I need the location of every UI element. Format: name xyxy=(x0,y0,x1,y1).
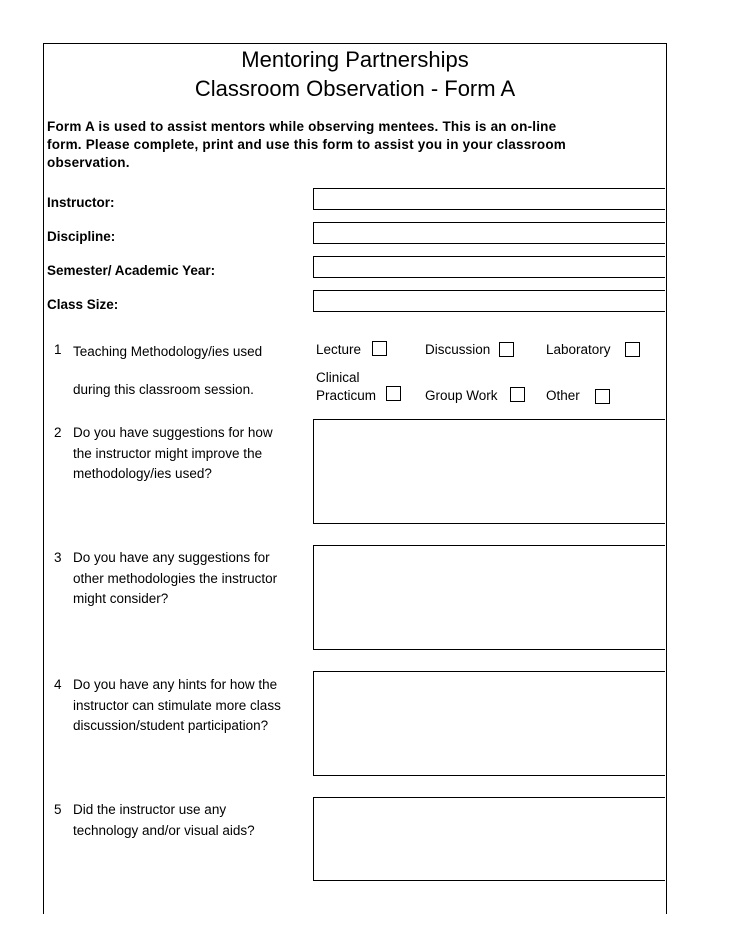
question-4-line-3: discussion/student participation? xyxy=(73,718,269,733)
option-discussion-checkbox[interactable] xyxy=(499,342,514,357)
option-other-checkbox[interactable] xyxy=(595,389,610,404)
option-clinical-practicum-checkbox[interactable] xyxy=(386,386,401,401)
option-clinical-label-line-1: Clinical xyxy=(316,370,360,385)
question-3-line-3: might consider? xyxy=(73,591,169,606)
question-2-answer-box[interactable] xyxy=(313,419,665,524)
semester-label: Semester/ Academic Year: xyxy=(47,263,216,278)
semester-field[interactable] xyxy=(313,256,665,278)
class-size-label: Class Size: xyxy=(47,297,119,312)
question-2-line-1: Do you have suggestions for how xyxy=(73,425,273,440)
question-2-number: 2 xyxy=(54,425,62,440)
question-3-answer-box[interactable] xyxy=(313,545,665,650)
intro-line-2: form. Please complete, print and use this form to assist you in your classroom xyxy=(47,137,566,152)
question-5-number: 5 xyxy=(54,802,62,817)
option-group-work-checkbox[interactable] xyxy=(510,387,525,402)
option-lecture-checkbox[interactable] xyxy=(372,341,387,356)
question-3-number: 3 xyxy=(54,550,62,565)
question-5-line-1: Did the instructor use any xyxy=(73,802,227,817)
option-laboratory-checkbox[interactable] xyxy=(625,342,640,357)
question-3-line-2: other methodologies the instructor xyxy=(73,570,278,586)
intro-line-3: observation. xyxy=(47,155,130,170)
question-4-number: 4 xyxy=(54,677,62,692)
question-4-text xyxy=(73,675,303,737)
option-clinical-label-line-2: Practicum xyxy=(316,388,377,403)
intro-text xyxy=(47,118,627,172)
option-group-work-label: Group Work xyxy=(425,388,498,403)
form-title: Mentoring Partnerships xyxy=(241,47,469,72)
option-lecture-label: Lecture xyxy=(316,342,362,357)
discipline-field[interactable] xyxy=(313,222,665,244)
form-subtitle: Classroom Observation - Form A xyxy=(194,76,516,101)
question-4-line-2: instructor can stimulate more class xyxy=(73,697,281,713)
instructor-label: Instructor: xyxy=(47,195,115,210)
class-size-field[interactable] xyxy=(313,290,665,312)
option-other-label: Other xyxy=(546,388,580,403)
question-3-line-1: Do you have any suggestions for xyxy=(73,550,270,565)
question-5-text xyxy=(73,800,303,841)
question-3-text xyxy=(73,548,303,610)
question-4-line-1: Do you have any hints for how the xyxy=(73,677,278,692)
question-2-text xyxy=(73,423,303,485)
question-2-line-2: the instructor might improve the xyxy=(73,445,263,461)
question-1-line-2: during this classroom session. xyxy=(73,382,254,397)
question-5-answer-box[interactable] xyxy=(313,797,665,881)
question-1-number: 1 xyxy=(54,342,62,357)
option-laboratory-label: Laboratory xyxy=(546,342,611,357)
question-4-answer-box[interactable] xyxy=(313,671,665,776)
question-1-line-1: Teaching Methodology/ies used xyxy=(73,344,263,359)
question-5-line-2: technology and/or visual aids? xyxy=(73,822,255,838)
intro-line-1: Form A is used to assist mentors while observing mentees. This is an on-line xyxy=(47,119,557,134)
instructor-field[interactable] xyxy=(313,188,665,210)
option-discussion-label: Discussion xyxy=(425,342,491,357)
discipline-label: Discipline: xyxy=(47,229,116,244)
question-2-line-3: methodology/ies used? xyxy=(73,466,212,481)
